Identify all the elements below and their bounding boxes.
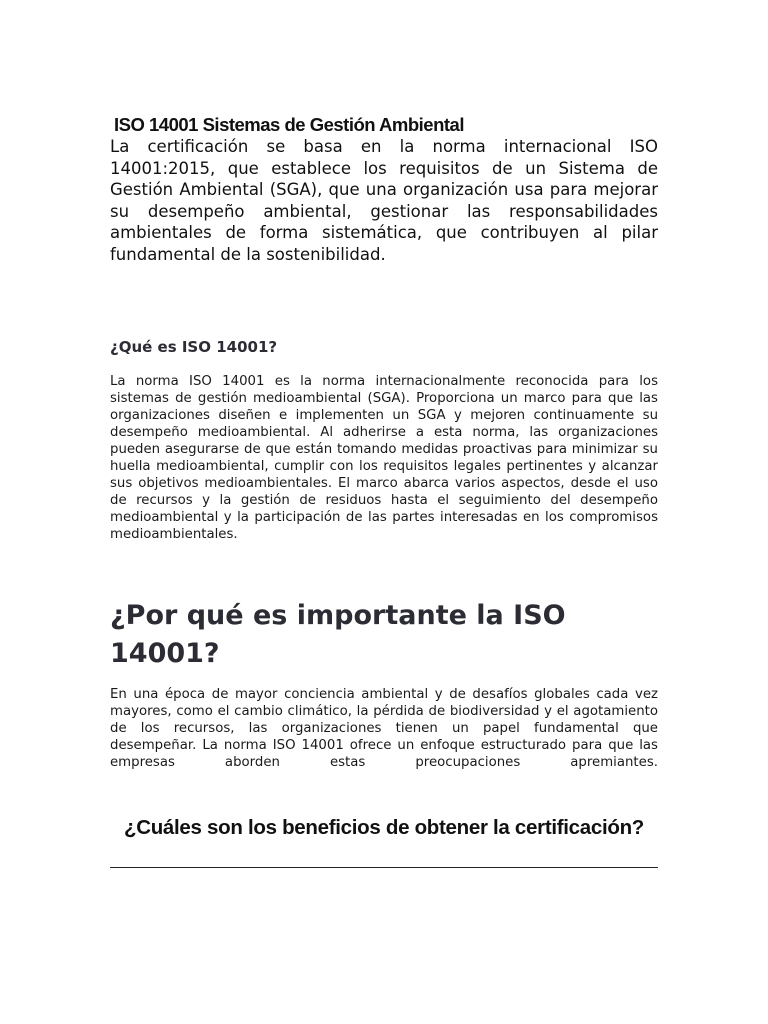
section-body-por-que: En una época de mayor conciencia ambiental y de desafíos globales cada vez mayores, como el cambio climático, la pérdida de biodiversidad y el agotamiento de los recursos, las organizaciones tienen un papel fundamental que desempeñar. La norma ISO 14001 ofrece un enfoque estructurado para que las empresas aborden estas preocupaciones apremiantes. [110,687,658,770]
document-title: ISO 14001 Sistemas de Gestión Ambiental [114,114,464,135]
section-heading-beneficios: ¿Cuáles son los beneficios de obtener la certificación? [123,816,645,839]
section-heading-por-que: ¿Por qué es importante la ISO 14001? [110,600,566,669]
horizontal-divider [110,867,658,868]
section-heading-que-es: ¿Qué es ISO 14001? [110,338,278,356]
section-body-que-es: La norma ISO 14001 es la norma internacionalmente reconocida para los sistemas de gestión medioambiental (SGA). Proporciona un marco para que las organizaciones diseñen e implementen un SGA y mejoren continuamente su desempeño medioambiental. Al adherirse a esta norma, las organizaciones pueden asegurarse de que están tomando medidas proactivas para minimizar su huella medioambiental, cumplir con los requisitos legales pertinentes y alcanzar sus objetivos medioambientales. El marco abarca varios aspectos, desde el uso de recursos y la gestión de residuos hasta el seguimiento del desempeño medioambiental y la participación de las partes interesadas en los compromisos medioambientales. [110,374,658,542]
intro-paragraph: La certificación se basa en la norma internacional ISO 14001:2015, que establece los requisitos de un Sistema de Gestión Ambiental (SGA), que una organización usa para mejorar su desempeño ambiental, gestionar las responsabilidades ambientales de forma sistemática, que contribuyen al pilar fundamental de la sostenibilidad. [110,137,658,264]
